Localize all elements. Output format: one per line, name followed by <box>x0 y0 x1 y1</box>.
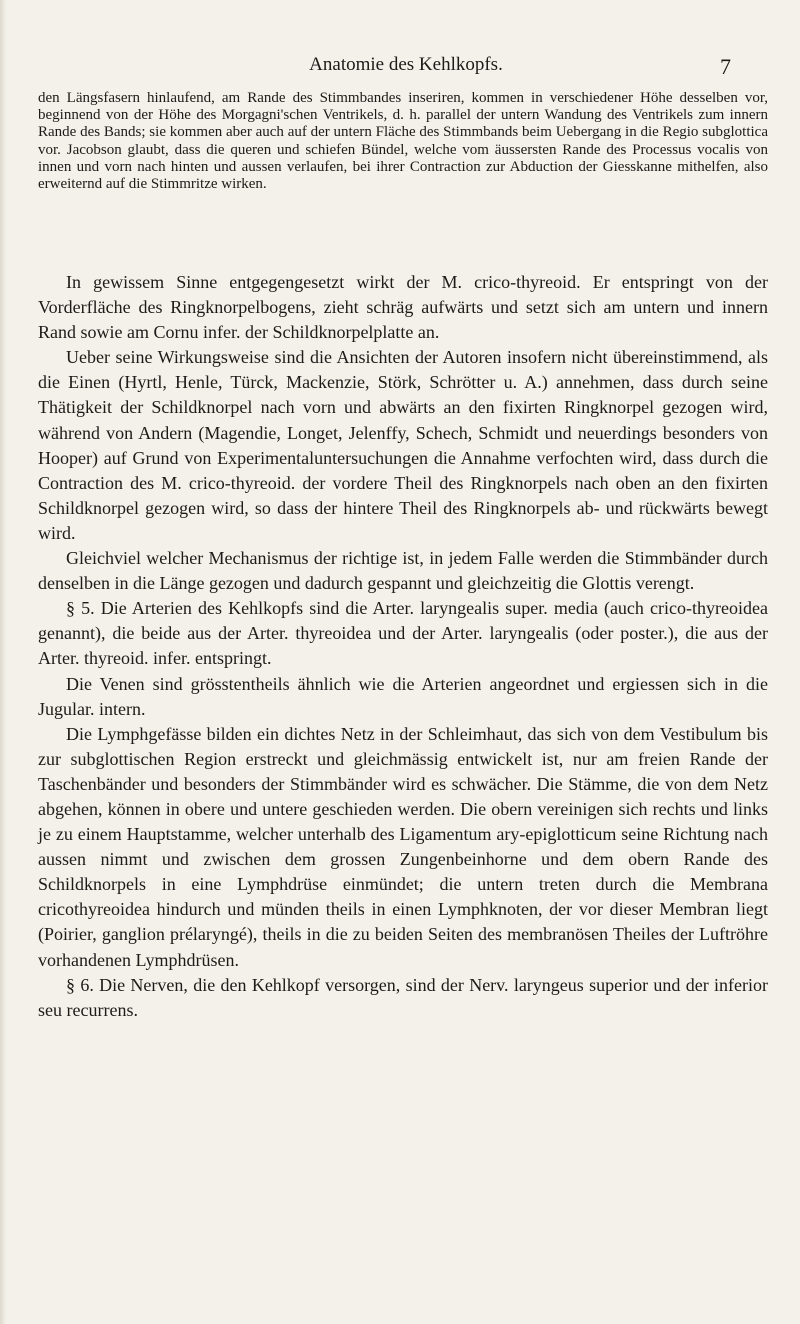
paragraph-venen: Die Venen sind grösstentheils ähnlich wie die Arterien angeordnet und ergiessen sich in die Jugular. intern. <box>38 673 768 719</box>
paragraph-crico-thyreoid: In gewissem Sinne entgegengesetzt wirkt der M. crico-thyreoid. Er entspringt von der Vorderfläche des Ringknorpelbogens, zieht schräg aufwärts und setzt sich am untern und innern Rand sowie am Cornu infer. der Schildknorpelplatte an. <box>38 272 768 343</box>
small-print-paragraph: den Längsfasern hinlaufend, am Rande des Stimmbandes inseriren, kommen in verschiedener Höhe desselben vor, beginnend von der Höhe des Morgagni'schen Ventrikels, d. h. parallel der untern Wandung des Ventrikels zum innern Rande des Bands; sie kommen aber auch auf der untern Fläche des Stimmbands beim Uebergang in die Regio subglottica vor. Jacobson glaubt, dass die queren und schiefen Bündel, welche vom äussersten Rande des Processus vocalis von innen und vorn nach hinten und aussen verlaufen, bei ihrer Contraction zur Abduction der Giesskanne mithelfen, also erweiternd auf die Stimmritze wirken. <box>38 90 768 193</box>
paragraph-lymphgefaesse: Die Lymphgefässe bilden ein dichtes Netz in der Schleimhaut, das sich von dem Vestibulum bis zur subglottischen Region erstreckt und gleichmässig entwickelt ist, nur am freien Rande der Taschenbänder und besonders der Stimmbänder wird es schwächer. Die Stämme, die von dem Netz abgehen, können in obere und untere geschieden werden. Die obern vereinigen sich rechts und links je zu einem Hauptstamme, welcher unterhalb des Ligamentum ary-epiglotticum seine Richtung nach aussen nimmt und zwischen dem grossen Zungenbeinhorne und dem obern Rande des Schildknorpels in eine Lymphdrüse einmündet; die untern treten durch die Membrana cricothyreoidea hindurch und münden theils in einen Lymphknoten, der vor dieser Membran liegt (Poirier, ganglion prélaryngé), theils in die zu beiden Seiten des membranösen Theiles der Luftröhre vorhandenen Lymphdrüsen. <box>38 723 768 970</box>
main-text <box>38 270 768 1023</box>
paragraph-arterien: § 5. Die Arterien des Kehlkopfs sind die Arter. laryngealis super. media (auch crico-thyreoidea genannt), die beide aus der Arter. thyreoidea und der Arter. laryngealis (oder poster.), die aus der Arter. thyreoid. infer. entspringt. <box>38 598 768 669</box>
paragraph-mechanismus: Gleichviel welcher Mechanismus der richtige ist, in jedem Falle werden die Stimmbänder durch denselben in die Länge gezogen und dadurch gespannt und gleichzeitig die Glottis verengt. <box>38 548 768 594</box>
paragraph-wirkungsweise: Ueber seine Wirkungsweise sind die Ansichten der Autoren insofern nicht übereinstimmend, als die Einen (Hyrtl, Henle, Türck, Mackenzie, Störk, Schrötter u. A.) annehmen, dass durch seine Thätigkeit der Schildknorpel nach vorn und abwärts an den fixirten Ringknorpel gezogen wird, während von Andern (Magendie, Longet, Jelenffy, Schech, Schmidt und neuerdings besonders von Hooper) auf Grund von Experimentaluntersuchungen die Annahme verfochten wird, dass durch die Contraction des M. crico-thyreoid. der vordere Theil des Ringknorpels nach oben an den fixirten Schildknorpel gezogen wird, so dass der hintere Theil des Ringknorpels ab- und rückwärts bewegt wird. <box>38 347 768 543</box>
header-title: Anatomie des Kehlkopfs. <box>309 54 503 75</box>
page-edge-shadow <box>0 0 6 1324</box>
paragraph-nerven: § 6. Die Nerven, die den Kehlkopf versorgen, sind der Nerv. laryngeus superior und der inferior seu recurrens. <box>38 974 768 1020</box>
page-number: 7 <box>720 54 731 79</box>
